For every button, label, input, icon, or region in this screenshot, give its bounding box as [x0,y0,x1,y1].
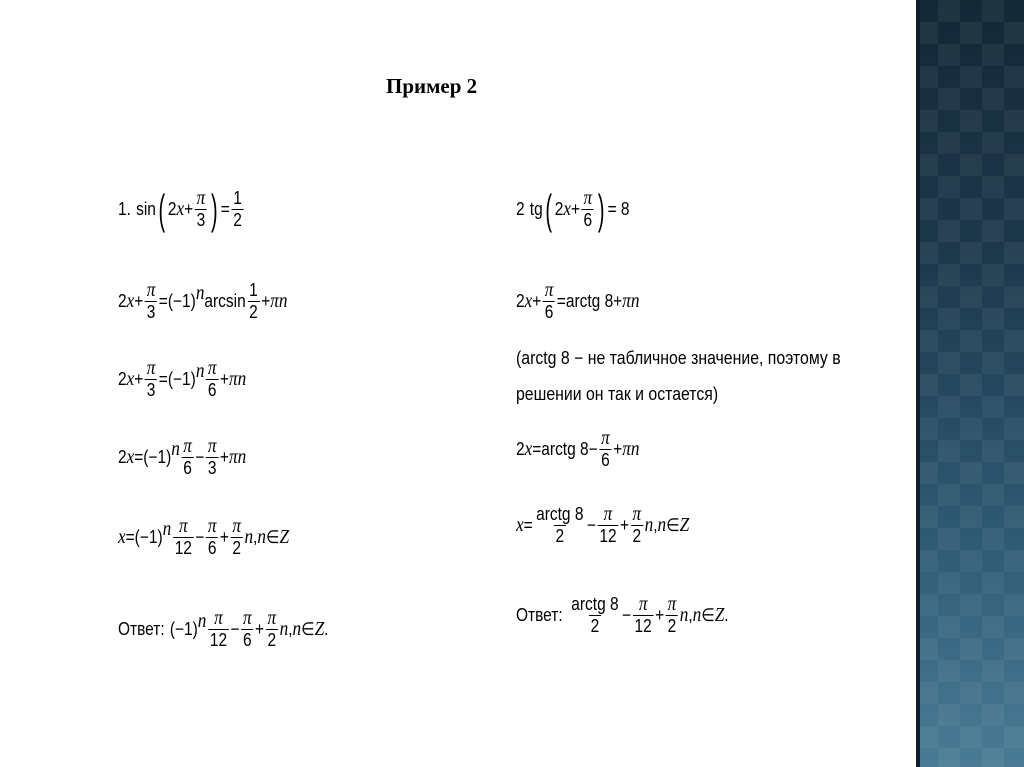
right-equation-4: x = $\frac{\text{arctg 8}}{2}$ − $\frac{\pi}{12}$ + $\frac{\pi}{2}$ n , n ∈ Z [516,503,690,546]
right-equation-3: 2 x =arctg 8− $\frac{\pi}{6}$ + πn [516,427,640,470]
note-line-1: (arctg 8 − не табличное значение, поэтому в [516,348,841,368]
slide-title: Пример 2 [386,74,478,98]
left-equation-2: 2 x + $\frac{\pi}{3}$ =(−1) $^n$ arcsin $\frac{1}{2}$ + πn [118,279,288,322]
left-equation-4: 2 x =(−1) $^n$ $\frac{\pi}{6}$ − $\frac{\pi}{3}$ + πn [118,435,247,478]
left-equation-5: x =(−1) $^n$ $\frac{\pi}{12}$ − $\frac{\pi}{6}$ + $\frac{\pi}{2}$ n , n ∈ Z [118,515,290,558]
left-equation-3: 2 x + $\frac{\pi}{3}$ =(−1) $^n$ $\frac{\pi}{6}$ + πn [118,357,247,400]
right-equation-2: 2 x + $\frac{\pi}{6}$ =arctg 8+ πn [516,279,640,322]
decorative-sidebar [916,0,1024,767]
right-answer: Ответ: $\frac{\text{arctg 8}}{2}$ − $\frac{\pi}{12}$ + $\frac{\pi}{2}$ n , n ∈ Z . [516,593,729,636]
left-answer: Ответ: (−1) $^n$ $\frac{\pi}{12}$ − $\frac{\pi}{6}$ + $\frac{\pi}{2}$ n , n ∈ Z . [118,607,329,650]
left-equation-1: 1. sin ( 2 x + $\frac{\pi}{3}$ ) = $\frac{1}{2}$ [118,185,242,233]
note-line-2: решении он так и остается) [516,384,719,404]
right-equation-1: 2 tg ( 2 x + $\frac{\pi}{6}$ ) = 8 [516,185,630,233]
